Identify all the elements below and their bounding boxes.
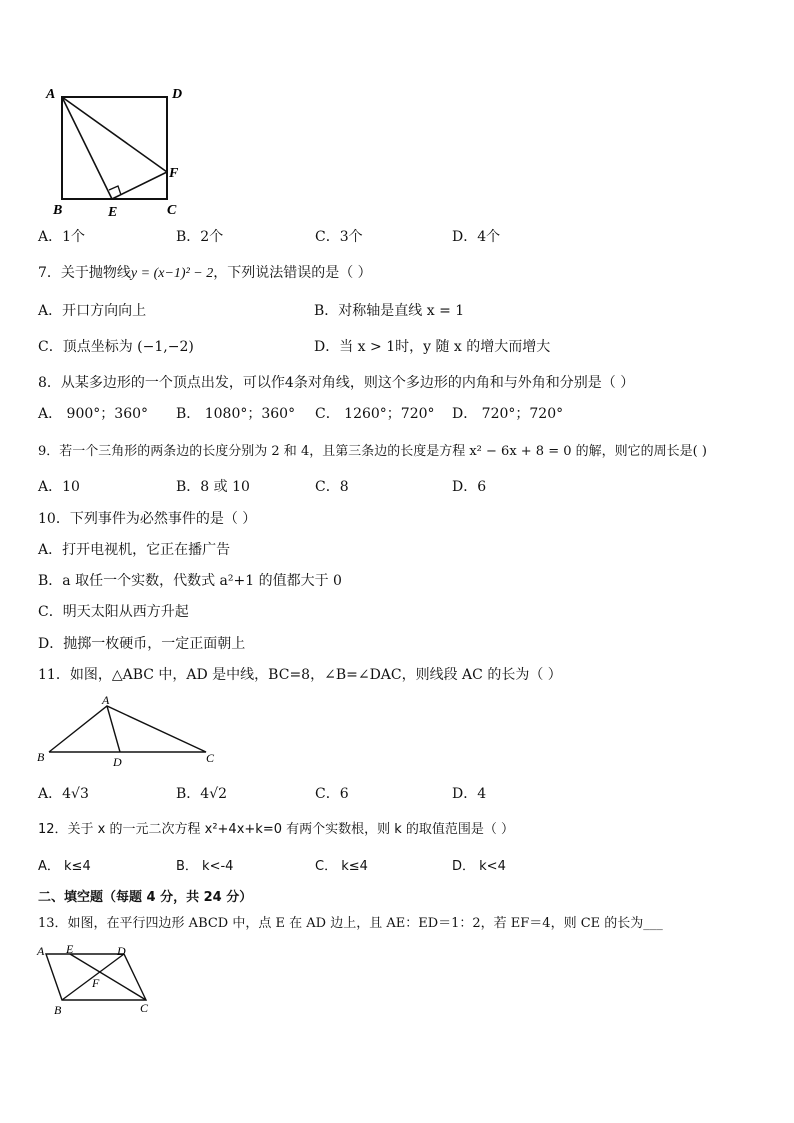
label-E: E bbox=[66, 942, 74, 956]
q7-suffix: ，下列说法错误的是（ ） bbox=[213, 265, 372, 281]
label-C: C bbox=[167, 203, 177, 218]
q6-option-a: A．1个 bbox=[38, 229, 86, 245]
q7-option-a: A．开口方向向上 bbox=[38, 303, 147, 319]
label-C: C bbox=[206, 751, 215, 765]
label-C: C bbox=[140, 1001, 149, 1015]
q8-option-d: D． 720°；720° bbox=[452, 406, 564, 422]
q7-formula: y = (x−1)² − 2 bbox=[130, 266, 214, 281]
q7-prefix: 7．关于抛物线 bbox=[38, 265, 131, 281]
q9-stem: 9．若一个三角形的两条边的长度分别为 2 和 4，且第三条边的长度是方程 x² − 6x + 8 = 0 的解，则它的周长是( ) bbox=[38, 444, 707, 459]
q12-option-d: D． k<4 bbox=[452, 859, 506, 874]
label-A: A bbox=[102, 693, 110, 707]
label-D: D bbox=[172, 87, 183, 102]
q13-stem: 13．如图，在平行四边形 ABCD 中，点 E 在 AD 边上，且 AE：ED＝1：2，若 EF＝4，则 CE 的长为___ bbox=[38, 916, 663, 931]
triangle-figure bbox=[34, 692, 224, 768]
label-F: F bbox=[169, 166, 179, 181]
q10-option-b: B．a 取任一个实数，代数式 a²+1 的值都大于 0 bbox=[38, 573, 342, 589]
q8-stem: 8．从某多边形的一个顶点出发，可以作4条对角线，则这个多边形的内角和与外角和分别是（ ） bbox=[38, 375, 635, 391]
q6-option-c: C．3个 bbox=[315, 229, 363, 245]
q12-option-b: B． k<-4 bbox=[176, 859, 234, 874]
q10-option-d: D．抛掷一枚硬币，一定正面朝上 bbox=[38, 636, 246, 652]
label-A: A bbox=[37, 944, 45, 958]
q11-option-a: A．4√3 bbox=[38, 786, 89, 802]
q10-option-a: A．打开电视机，它正在播广告 bbox=[38, 542, 231, 558]
q8-option-b: B． 1080°；360° bbox=[176, 406, 296, 422]
label-A: A bbox=[46, 87, 56, 102]
q10-stem: 10．下列事件为必然事件的是（ ） bbox=[38, 511, 257, 527]
q9-option-d: D．6 bbox=[452, 479, 487, 495]
q9-option-b: B．8 或 10 bbox=[176, 479, 250, 495]
q8-option-c: C． 1260°；720° bbox=[315, 406, 435, 422]
section-title: 二、填空题（每题 4 分，共 24 分） bbox=[38, 890, 253, 905]
q12-stem: 12．关于 x 的一元二次方程 x²+4x+k=0 有两个实数根，则 k 的取值范围是（ ） bbox=[38, 822, 515, 837]
q9-option-a: A．10 bbox=[38, 479, 80, 495]
q10-option-c: C．明天太阳从西方升起 bbox=[38, 604, 189, 620]
q7-option-c: C．顶点坐标为 (−1,−2) bbox=[38, 339, 194, 355]
q11-stem: 11．如图，△ABC 中，AD 是中线，BC=8，∠B=∠DAC，则线段 AC 的长为（ ） bbox=[38, 667, 562, 683]
q8-option-a: A． 900°；360° bbox=[38, 406, 149, 422]
label-D: D bbox=[113, 755, 122, 768]
label-B: B bbox=[54, 1003, 62, 1017]
q9-option-c: C．8 bbox=[315, 479, 349, 495]
q12-option-a: A． k≤4 bbox=[38, 859, 91, 874]
q11-option-d: D．4 bbox=[452, 786, 487, 802]
q7-stem bbox=[38, 264, 372, 283]
q11-option-b: B．4√2 bbox=[176, 786, 228, 802]
square-figure bbox=[44, 84, 194, 220]
q6-option-b: B．2个 bbox=[176, 229, 224, 245]
label-B: B bbox=[53, 203, 63, 218]
q11-option-c: C．6 bbox=[315, 786, 349, 802]
label-F: F bbox=[92, 976, 100, 990]
q12-option-c: C． k≤4 bbox=[315, 859, 368, 874]
label-D: D bbox=[117, 944, 126, 958]
q7-option-d: D．当 x > 1时，y 随 x 的增大而增大 bbox=[314, 339, 551, 355]
label-B: B bbox=[37, 750, 45, 764]
q7-option-b: B．对称轴是直线 x = 1 bbox=[314, 303, 465, 319]
label-E: E bbox=[108, 205, 118, 220]
parallelogram-figure bbox=[34, 940, 164, 1020]
q6-option-d: D．4个 bbox=[452, 229, 501, 245]
